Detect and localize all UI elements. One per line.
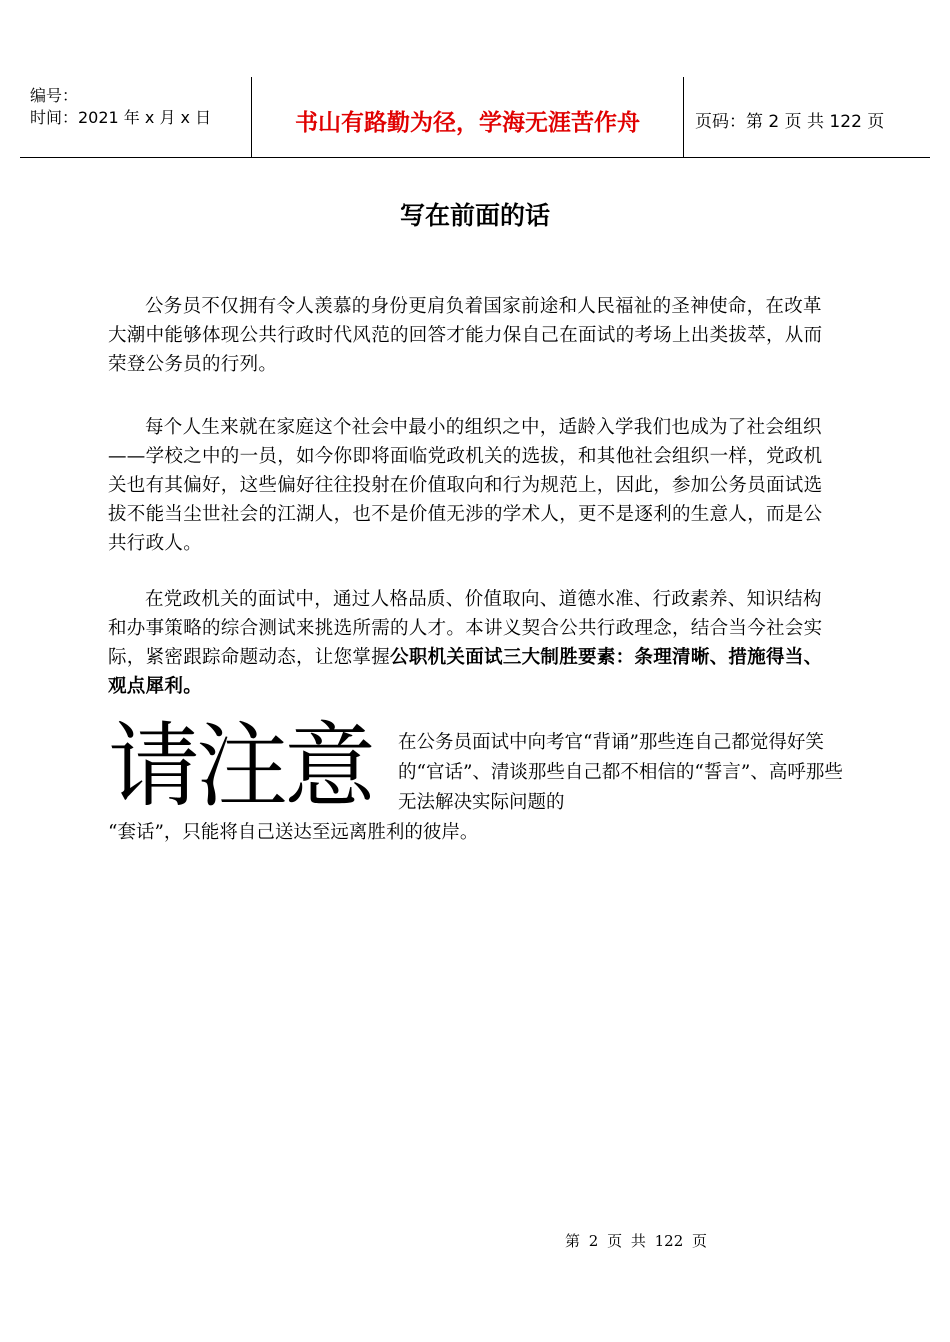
page-info: 页码：第 2 页 共 122 页 — [695, 112, 885, 132]
header-page-cell — [683, 77, 930, 157]
motto: 书山有路勤为径，学海无涯苦作舟 — [295, 110, 640, 136]
paragraph-2: 每个人生来就在家庭这个社会中最小的组织之中，适龄入学我们也成为了社会组织——学校之中的一员，如今你即将面临党政机关的选拔，和其他社会组织一样，党政机关也有其偏好，这些偏好往往投射在价值取向和行为规范上，因此，参加公务员面试选拔不能当尘世社会的江湖人，也不是价值无涉的学术人，更不是逐利的生意人，而是公共行政人。 — [108, 417, 823, 554]
notice-text: 在公务员面试中向考官“背诵”那些连自己都觉得好笑的“官话”、清谈那些自己都不相信的“誓言”、高呼那些无法解决实际问题的 — [398, 732, 843, 813]
notice-heading: 请注意 — [108, 713, 373, 820]
paragraph-3-text: 在党政机关的面试中，通过人格品质、价值取向、道德水准、行政素养、知识结构和办事策略的综合测试来挑选所需的人才。本讲义契合公共行政理念，结合当今社会实际，紧密跟踪命题动态，让您掌握 — [108, 589, 823, 668]
time-label: 时间：2021 年 x 月 x 日 — [30, 108, 212, 127]
notice-text-last: “套话”，只能将自己送达至远离胜利的彼岸。 — [108, 822, 479, 843]
page-header — [20, 77, 930, 158]
paragraph-3-emphasis: 公职机关面试三大制胜要素：条理清晰、措施得当、观点犀利。 — [108, 647, 823, 697]
paragraph-3 — [108, 585, 840, 701]
header-meta-cell — [20, 77, 251, 157]
page-title: 写在前面的话 — [399, 201, 550, 230]
header-motto-cell — [251, 77, 684, 157]
page-footer: 第 2 页 共 122 页 — [565, 1232, 708, 1250]
number-label: 编号： — [30, 86, 79, 105]
paragraph-1: 公务员不仅拥有令人羡慕的身份更肩负着国家前途和人民福祉的圣神使命，在改革大潮中能够体现公共行政时代风范的回答才能力保自己在面试的考场上出类拔萃，从而荣登公务员的行列。 — [108, 296, 823, 375]
